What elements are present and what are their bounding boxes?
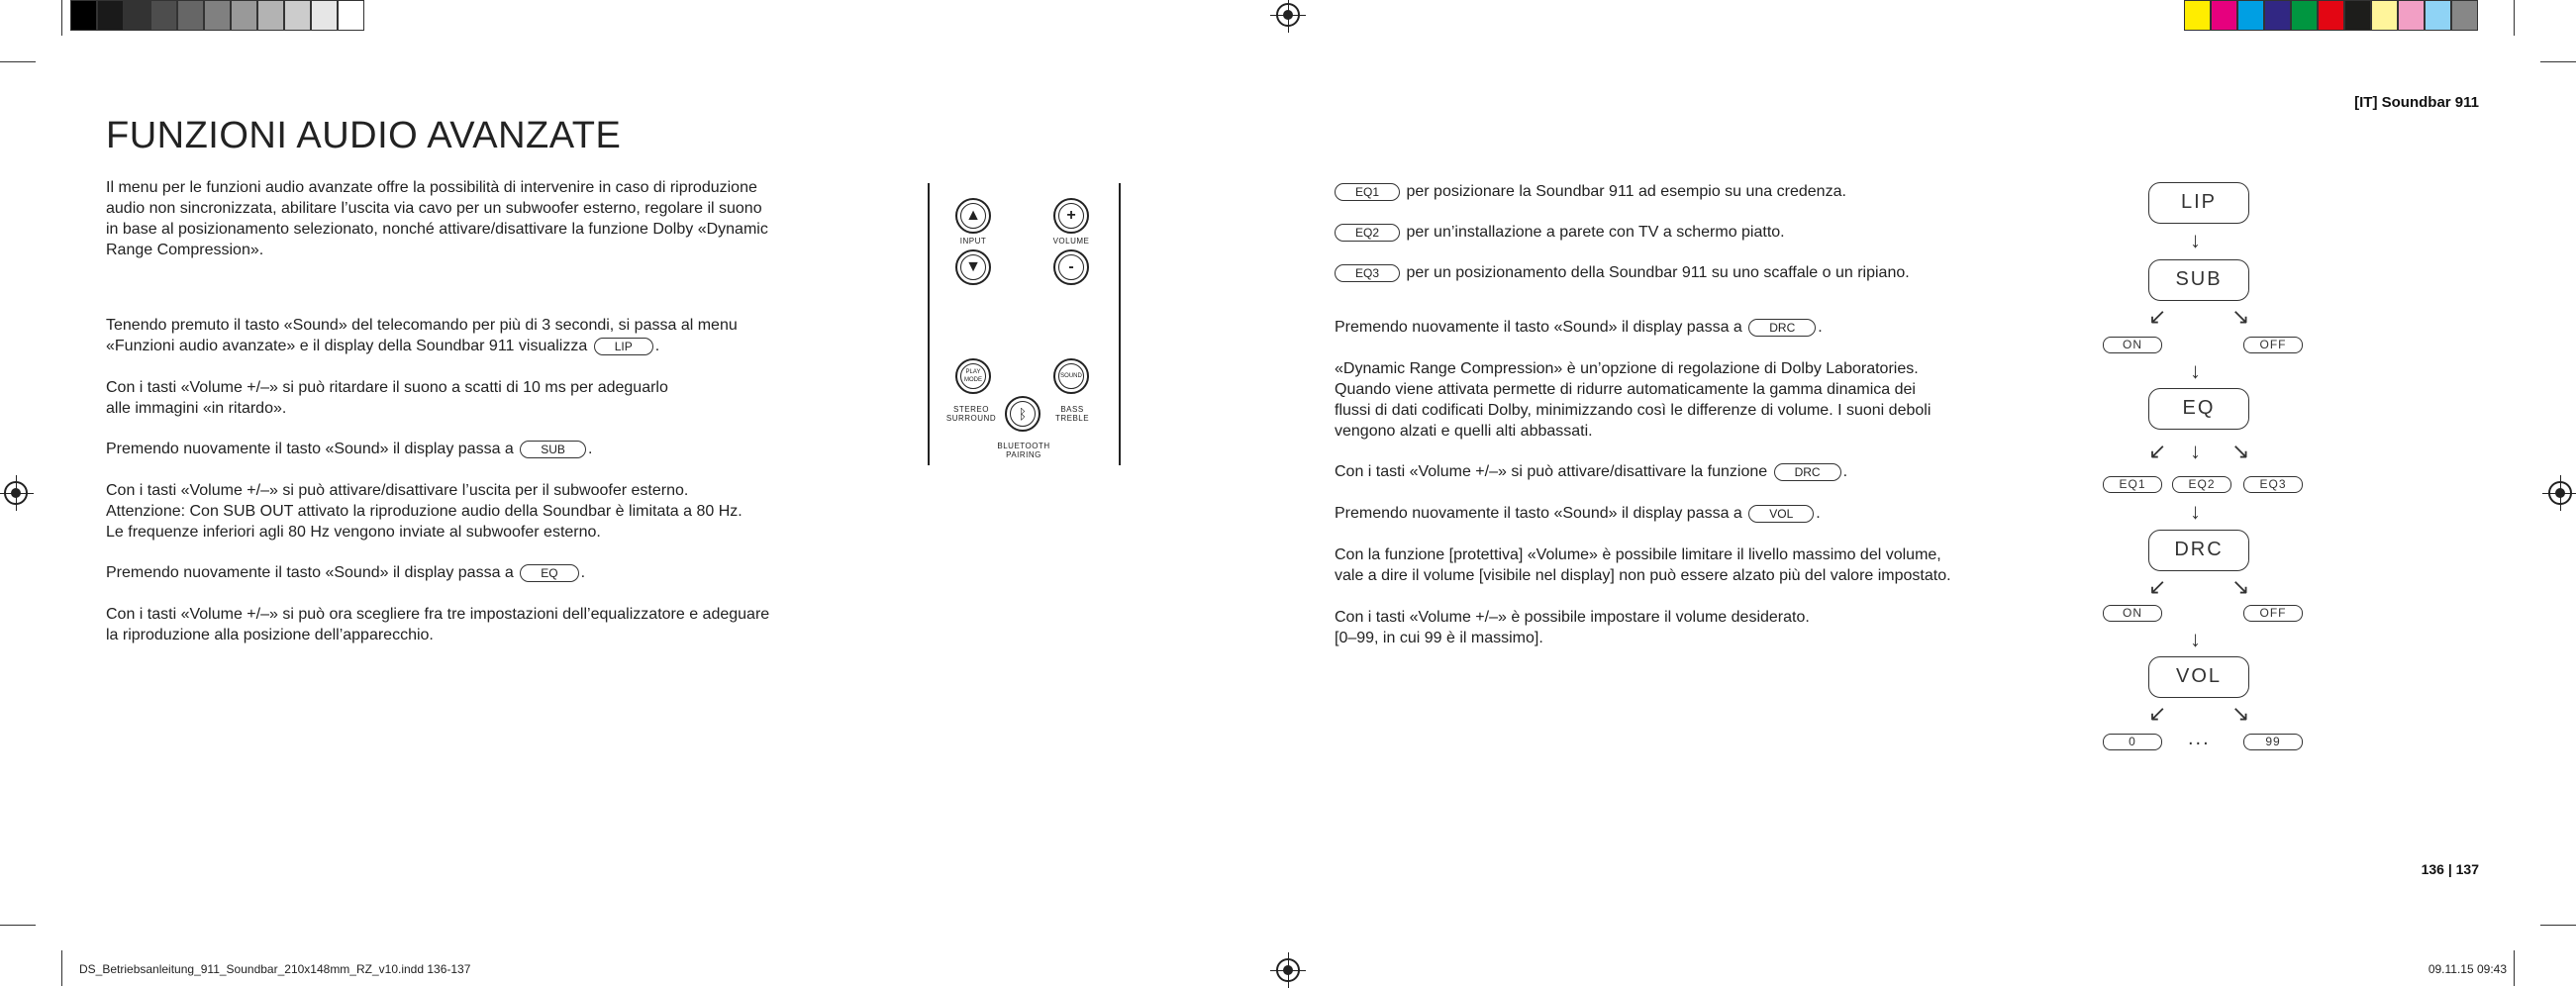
color-swatch [2318, 0, 2344, 31]
arrow-down-right-icon: ↘ [2231, 574, 2250, 599]
page-numbers: 136 | 137 [2421, 861, 2479, 877]
display-pill-eq1: EQ1 [1335, 183, 1400, 201]
display-pill-lip: LIP [594, 338, 653, 355]
crop-mark [0, 61, 36, 62]
section-label: [IT] Soundbar 911 [2354, 94, 2479, 111]
remote-edge-left [928, 183, 930, 465]
display-pill-vol: VOL [1748, 505, 1814, 523]
input-label: INPUT [959, 237, 987, 246]
paragraph-dynamic-range: «Dynamic Range Compression» è un’opzione di regolazione di Dolby Laboratories. Quando viene attivata permette di ridurre automaticamente la gamma dinamica dei flussi di dati codificati Dolby, minimizzando così le differenze di volume. I suoni deboli vengono alzati e quelli alti abbassati. [1335, 360, 1932, 440]
crop-mark [61, 0, 62, 36]
color-swatch [2211, 0, 2237, 31]
arrow-down-left-icon: ↙ [2148, 574, 2167, 599]
color-swatch [2184, 0, 2211, 31]
play-mode-button: PLAY MODE [955, 358, 991, 394]
paragraph-equalizer: Con i tasti «Volume +/–» si può ora scegliere fra tre impostazioni dell’equalizzatore e adeguare la riproduzione alla posizione dell’apparecchio. [106, 606, 770, 643]
arrow-down-right-icon: ↘ [2231, 304, 2250, 329]
registration-mark-icon [2548, 481, 2572, 505]
color-swatch [124, 0, 150, 31]
arrow-down-left-icon: ↙ [2148, 304, 2167, 329]
flow-pill-sub-on: ON [2103, 337, 2162, 353]
bluetooth-pairing-label: BLUETOOTH PAIRING [997, 442, 1050, 459]
flow-pill-vol-max: 99 [2243, 734, 2303, 750]
color-swatch [2398, 0, 2425, 31]
footer-date: 09.11.15 09:43 [2427, 962, 2507, 976]
color-swatch [2425, 0, 2451, 31]
arrow-down-left-icon: ↙ [2148, 439, 2167, 463]
paragraph-vol: Premendo nuovamente il tasto «Sound» il display passa a VOL . [1335, 505, 1821, 522]
paragraph-sub: Premendo nuovamente il tasto «Sound» il display passa a SUB . [106, 441, 593, 457]
display-pill-eq2: EQ2 [1335, 224, 1400, 242]
footer-file-name: DS_Betriebsanleitung_911_Soundbar_210x148mm_RZ_v10.indd 136-137 [79, 962, 471, 976]
registration-mark-icon [1276, 3, 1300, 27]
flow-box-eq: EQ [2148, 388, 2249, 430]
paragraph-subwoofer: Con i tasti «Volume +/–» si può attivare/disattivare l’uscita per il subwoofer esterno. Attenzione: Con SUB OUT attivato la riproduzione audio della Soundbar è limitata a 80 Hz. Le frequenze inferiori agli 80 Hz vengono inviate al subwoofer esterno. [106, 482, 743, 541]
flow-pill-eq3: EQ3 [2243, 476, 2303, 493]
flow-pill-eq2: EQ2 [2172, 476, 2231, 493]
eq3-line: EQ3 per un posizionamento della Soundbar 911 su uno scaffale o un ripiano. [1335, 262, 1910, 283]
color-swatch [284, 0, 311, 31]
crop-mark [0, 925, 36, 926]
arrow-down-icon: ↓ [2190, 499, 2201, 524]
flow-box-sub: SUB [2148, 259, 2249, 301]
paragraph-drc: Premendo nuovamente il tasto «Sound» il display passa a DRC . [1335, 319, 1823, 336]
bass-treble-label: BASS TREBLE [1054, 405, 1090, 423]
registration-mark-icon [1276, 958, 1300, 982]
page-title: FUNZIONI AUDIO AVANZATE [106, 115, 622, 156]
display-pill-drc-2: DRC [1774, 463, 1841, 481]
registration-mark-icon [4, 481, 28, 505]
volume-down-button: - [1053, 249, 1089, 285]
arrow-down-right-icon: ↘ [2231, 701, 2250, 726]
display-pill-sub: SUB [520, 441, 586, 458]
volume-up-button: + [1053, 198, 1089, 234]
flow-pill-drc-on: ON [2103, 605, 2162, 622]
sound-button: SOUND [1053, 358, 1089, 394]
display-pill-eq: EQ [520, 564, 578, 582]
intro-paragraph: Il menu per le funzioni audio avanzate offre la possibilità di intervenire in caso di riproduzione audio non sincronizzata, abilitare l’uscita via cavo per un subwoofer esterno, regolare il suono in base al posizionamento selezionato, nonché attivare/disattivare la funzione Dolby «Dynamic Range Compression». [106, 179, 768, 258]
flow-pill-eq1: EQ1 [2103, 476, 2162, 493]
color-swatch [150, 0, 177, 31]
color-swatch [2237, 0, 2264, 31]
color-swatch [2371, 0, 2398, 31]
flow-box-vol: VOL [2148, 656, 2249, 698]
eq2-line: EQ2 per un’installazione a parete con TV a schermo piatto. [1335, 222, 1785, 243]
input-up-button: ▲ [955, 198, 991, 234]
paragraph-volume-set: Con i tasti «Volume +/–» è possibile impostare il volume desiderato. [0–99, in cui 99 è il massimo]. [1335, 609, 1810, 646]
input-down-button: ▼ [955, 249, 991, 285]
paragraph-delay: Con i tasti «Volume +/–» si può ritardare il suono a scatti di 10 ms per adeguarlo alle immagini «in ritardo». [106, 379, 668, 417]
paragraph-eq: Premendo nuovamente il tasto «Sound» il display passa a EQ . [106, 564, 586, 581]
crop-mark [2540, 925, 2576, 926]
paragraph-drc-toggle: Con i tasti «Volume +/–» si può attivare/disattivare la funzione DRC . [1335, 463, 1848, 480]
display-pill-eq3: EQ3 [1335, 264, 1400, 282]
color-swatch [2291, 0, 2318, 31]
color-swatch [231, 0, 257, 31]
stereo-surround-label: STEREO SURROUND [945, 405, 997, 423]
bluetooth-button: ᛒ [1005, 396, 1040, 432]
crop-mark [2514, 0, 2515, 36]
crop-mark [61, 950, 62, 986]
flow-pill-drc-off: OFF [2243, 605, 2303, 622]
color-swatch [177, 0, 204, 31]
flow-ellipsis: ... [2188, 728, 2211, 749]
color-swatch [311, 0, 338, 31]
arrow-down-icon: ↓ [2190, 358, 2201, 383]
crop-mark [2514, 950, 2515, 986]
paragraph-lip: Tenendo premuto il tasto «Sound» del telecomando per più di 3 secondi, si passa al menu «Funzioni audio avanzate» e il display della Soundbar 911 visualizza LIP . [106, 317, 738, 354]
color-swatch [2451, 0, 2478, 31]
color-swatch [257, 0, 284, 31]
color-swatch [2344, 0, 2371, 31]
flow-pill-vol-min: 0 [2103, 734, 2162, 750]
volume-label: VOLUME [1052, 237, 1090, 246]
flow-box-drc: DRC [2148, 530, 2249, 571]
color-swatch [97, 0, 124, 31]
arrow-down-right-icon: ↘ [2231, 439, 2250, 463]
color-swatch [2264, 0, 2291, 31]
arrow-down-icon: ↓ [2190, 228, 2201, 252]
display-pill-drc: DRC [1748, 319, 1816, 337]
color-swatch [70, 0, 97, 31]
eq1-line: EQ1 per posizionare la Soundbar 911 ad esempio su una credenza. [1335, 181, 1846, 202]
flow-pill-sub-off: OFF [2243, 337, 2303, 353]
arrow-down-icon: ↓ [2190, 627, 2201, 651]
paragraph-volume-limit: Con la funzione [protettiva] «Volume» è possibile limitare il livello massimo del volume, vale a dire il volume [visibile nel display] non può essere alzato più del valore impostato. [1335, 546, 1951, 584]
color-swatch [338, 0, 364, 31]
arrow-down-left-icon: ↙ [2148, 701, 2167, 726]
arrow-down-icon: ↓ [2190, 439, 2201, 463]
crop-mark [2540, 61, 2576, 62]
color-swatch [204, 0, 231, 31]
flow-box-lip: LIP [2148, 182, 2249, 224]
remote-edge-right [1119, 183, 1121, 465]
